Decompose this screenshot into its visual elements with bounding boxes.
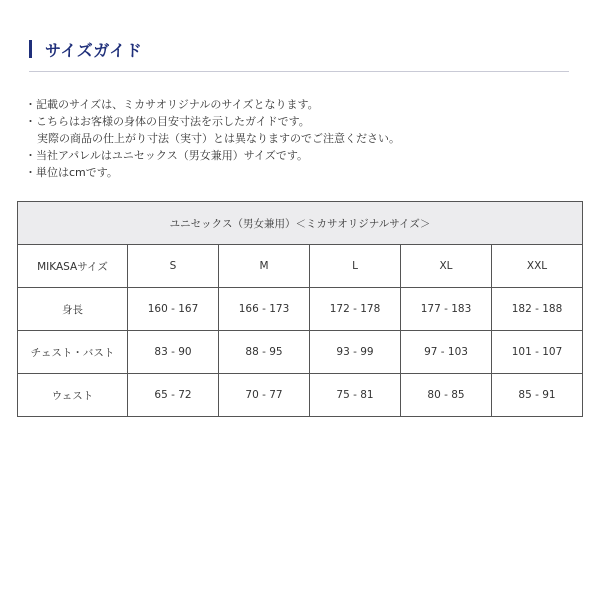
table-row [18,288,583,331]
note-item: ・当社アパレルはユニセックス（男女兼用）サイズです。 [25,149,308,162]
table-row [18,374,583,417]
size-table [17,201,583,417]
table-cell: 80 - 85 [401,374,492,417]
table-caption: ユニセックス（男女兼用）＜ミカサオリジナルサイズ＞ [18,202,583,245]
table-cell: 182 - 188 [492,288,583,331]
guide-header [29,36,569,72]
size-header-cell: XL [401,245,492,288]
table-cell: 160 - 167 [128,288,219,331]
row-label-cell: ウェスト [18,374,128,417]
table-cell: 101 - 107 [492,331,583,374]
table-cell: 93 - 99 [310,331,401,374]
table-caption-row [18,202,583,245]
table-header-row [18,245,583,288]
size-header-cell: L [310,245,401,288]
header-label-cell: MIKASAサイズ [18,245,128,288]
title-accent-bar [29,40,32,58]
notes-list [25,96,400,181]
table-cell: 177 - 183 [401,288,492,331]
table-cell: 172 - 178 [310,288,401,331]
table-cell: 97 - 103 [401,331,492,374]
page-title: サイズガイド [45,41,143,60]
note-item: 実際の商品の仕上がり寸法（実寸）とは異なりますのでご注意ください。 [37,132,400,145]
table-cell: 75 - 81 [310,374,401,417]
size-header-cell: S [128,245,219,288]
row-label-cell: 身長 [18,288,128,331]
note-item: ・こちらはお客様の身体の目安寸法を示したガイドです。 [25,115,310,128]
size-header-cell: M [219,245,310,288]
table-row [18,331,583,374]
table-cell: 88 - 95 [219,331,310,374]
table-cell: 70 - 77 [219,374,310,417]
row-label-cell: チェスト・バスト [18,331,128,374]
table-cell: 166 - 173 [219,288,310,331]
table-cell: 85 - 91 [492,374,583,417]
note-item: ・単位はcmです。 [25,166,118,179]
table-cell: 83 - 90 [128,331,219,374]
size-header-cell: XXL [492,245,583,288]
table-cell: 65 - 72 [128,374,219,417]
note-item: ・記載のサイズは、ミカサオリジナルのサイズとなります。 [25,98,319,111]
